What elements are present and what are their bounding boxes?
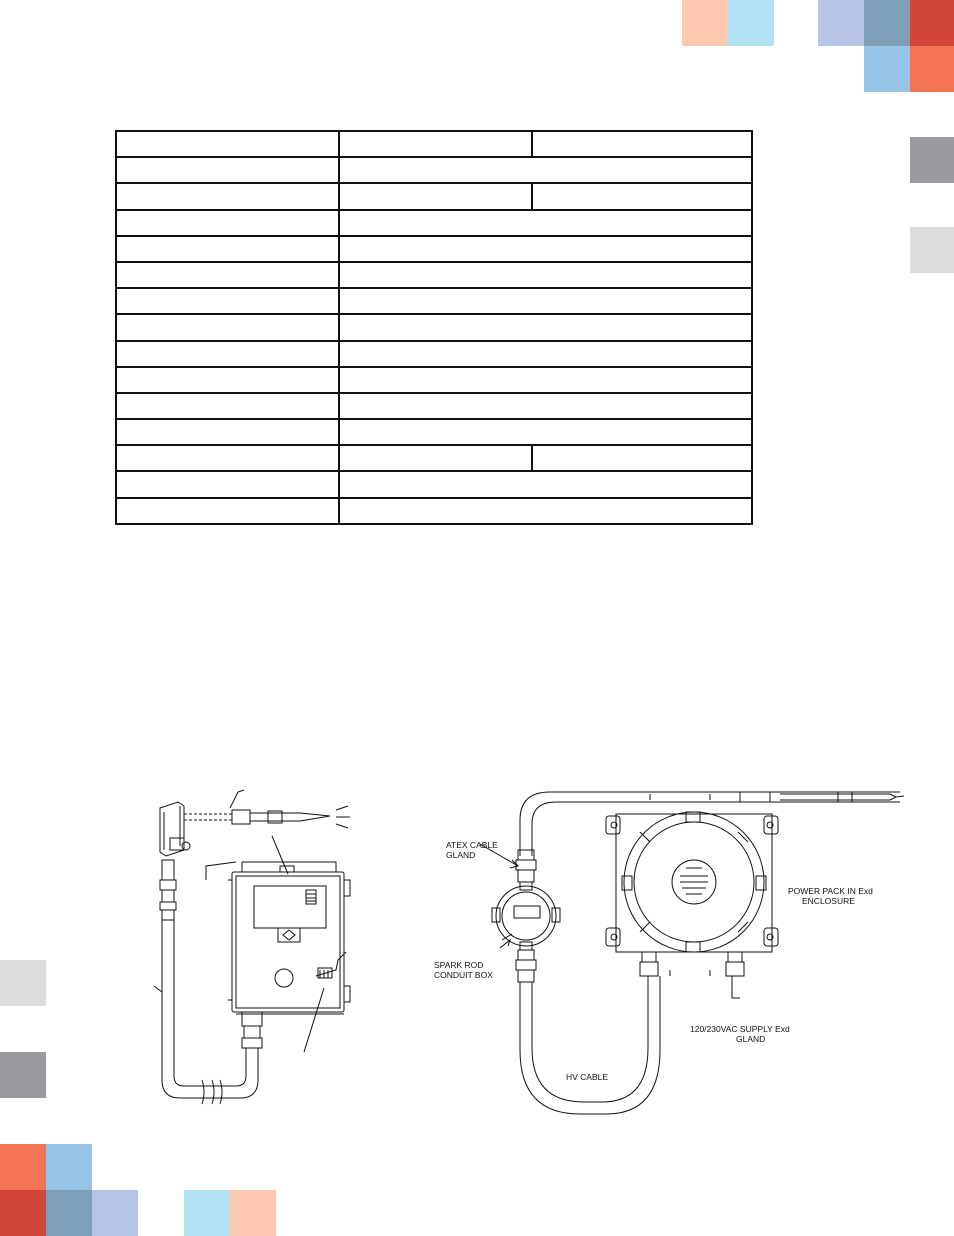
label-spark-rod-2: CONDUIT BOX xyxy=(434,970,493,980)
decor-square-sky-top xyxy=(864,46,910,92)
decor-square-periwinkle-top xyxy=(818,0,864,46)
decor-square-grey-dark-right xyxy=(910,137,954,183)
label-hv-cable: HV CABLE xyxy=(566,1072,609,1082)
hv-cable-loop xyxy=(520,976,660,1114)
table-row xyxy=(116,419,752,445)
table-row xyxy=(116,210,752,236)
decor-square-coral-bottom xyxy=(0,1144,46,1190)
table-row xyxy=(116,393,752,419)
decor-square-periwinkle-bottom xyxy=(92,1190,138,1236)
decor-square-grey-light-right xyxy=(910,227,954,273)
label-atex-cable-gland-2: GLAND xyxy=(446,850,476,860)
decor-square-peach-top xyxy=(682,0,728,46)
label-supply-gland-2: GLAND xyxy=(736,1034,766,1044)
decor-square-red-top xyxy=(910,0,954,46)
table-row xyxy=(116,288,752,314)
spark-rod-conduit-box xyxy=(496,886,556,946)
exd-enclosure xyxy=(616,814,772,952)
table-row xyxy=(116,314,752,340)
figure-left-power-pack-drawing xyxy=(140,780,380,1120)
decor-square-peach-bottom xyxy=(230,1190,276,1236)
decor-square-steel-top xyxy=(864,0,910,46)
label-supply-gland-1: 120/230VAC SUPPLY Exd xyxy=(690,1024,790,1034)
label-power-pack-2: ENCLOSURE xyxy=(802,896,855,906)
figure-right-atex-installation-drawing xyxy=(420,780,910,1125)
spark-rod xyxy=(184,814,232,820)
label-power-pack-1: POWER PACK IN Exd xyxy=(788,886,873,896)
table-row xyxy=(116,445,752,471)
table-row xyxy=(116,157,752,183)
table-row xyxy=(116,236,752,262)
decor-square-grey-dark-left xyxy=(0,1052,46,1098)
label-atex-cable-gland-1: ATEX CABLE xyxy=(446,840,498,850)
decor-square-grey-light-left xyxy=(0,960,46,1006)
table-row xyxy=(116,262,752,288)
decor-square-lightblue-top xyxy=(728,0,774,46)
decor-square-coral-top xyxy=(910,46,954,92)
decor-square-sky-bottom xyxy=(46,1144,92,1190)
spec-table xyxy=(115,130,753,525)
table-row xyxy=(116,131,752,157)
decor-square-steel-bottom xyxy=(46,1190,92,1236)
decor-square-lightblue-bottom xyxy=(184,1190,230,1236)
table-row xyxy=(116,183,752,209)
table-row xyxy=(116,498,752,524)
decor-square-red-bottom xyxy=(0,1190,46,1236)
label-spark-rod-1: SPARK ROD xyxy=(434,960,484,970)
table-row xyxy=(116,471,752,497)
figure-right-labels xyxy=(434,840,873,1082)
flexible-cable xyxy=(162,920,258,1098)
table-row xyxy=(116,341,752,367)
table-row xyxy=(116,367,752,393)
